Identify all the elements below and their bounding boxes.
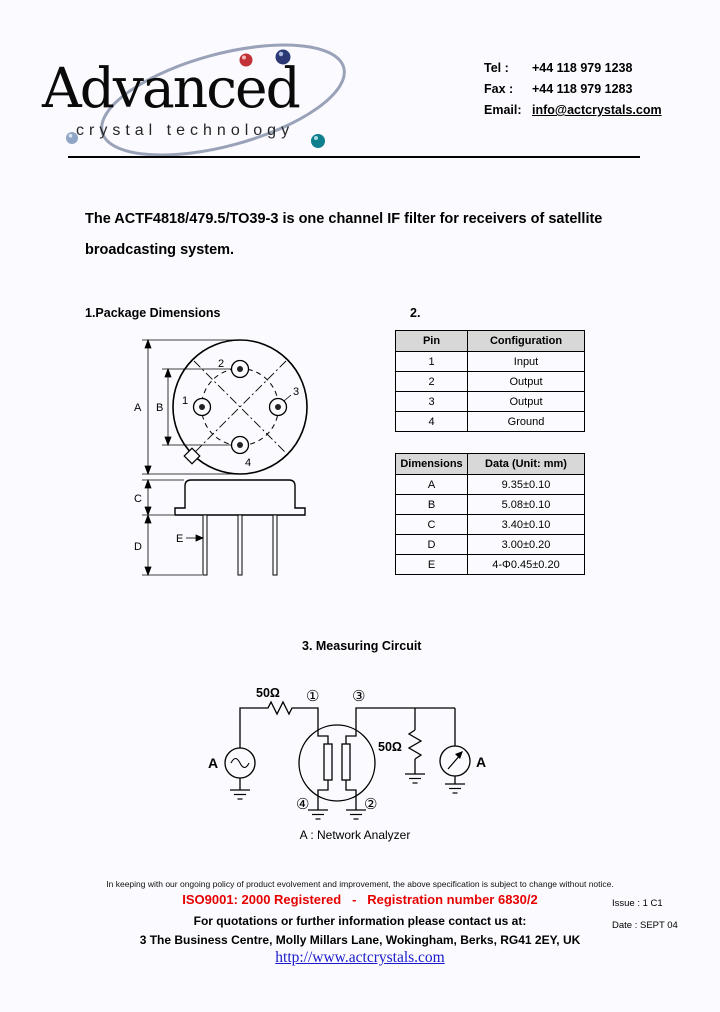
circled-pin-3: ③	[352, 688, 366, 705]
address-line: 3 The Business Centre, Molly Millars Lane, Wokingham, Berks, RG41 2EY, UK	[139, 933, 581, 947]
pin2-number-label: 2	[218, 358, 225, 370]
meter-symbol	[440, 746, 470, 776]
table-row	[396, 352, 585, 372]
table-row	[396, 412, 585, 432]
dim-d-label: D	[134, 541, 142, 553]
company-logo-subtitle: crystal technology	[76, 122, 295, 139]
meter-a-label: A	[476, 754, 487, 770]
load-resistor-label: 50Ω	[378, 740, 402, 754]
pin-config-cell: Input	[468, 352, 585, 372]
dim-value-cell: 9.35±0.10	[468, 475, 585, 495]
dim-letter-cell: D	[396, 535, 468, 555]
pin-config-cell: Ground	[468, 412, 585, 432]
package-dimensions-drawing	[118, 325, 358, 590]
header-divider	[68, 156, 640, 158]
tel-label: Tel :	[484, 61, 509, 75]
email-label: Email:	[484, 103, 522, 117]
dim-value-cell: 3.40±0.10	[468, 515, 585, 535]
section-3-title: 3. Measuring Circuit	[302, 639, 422, 653]
source-a-label: A	[208, 755, 219, 771]
dim-letter-cell: A	[396, 475, 468, 495]
section-2-title: 2.	[410, 306, 421, 320]
issue-label: Issue : 1 C1	[612, 898, 663, 909]
tel-line	[484, 58, 662, 79]
company-logo: Advanced	[42, 56, 299, 120]
measuring-circuit-diagram	[200, 678, 500, 828]
table-row	[396, 555, 585, 575]
pin-config-cell: Output	[468, 372, 585, 392]
dim-letter-cell: B	[396, 495, 468, 515]
dim-b-label: B	[156, 402, 164, 414]
table-row	[396, 392, 585, 412]
dim-e-label: E	[176, 533, 184, 545]
dim-value-cell: 4-Φ0.45±0.20	[468, 555, 585, 575]
quote-contact-line: For quotations or further information please contact us at:	[193, 914, 527, 928]
dim-a-label: A	[134, 402, 142, 414]
pin3-number-label: 3	[293, 386, 300, 398]
pin1-number-label: 1	[182, 395, 189, 407]
dim-value-cell: 3.00±0.20	[468, 535, 585, 555]
table-row	[396, 535, 585, 555]
dim-letter-cell: C	[396, 515, 468, 535]
dim-c-label: C	[134, 493, 142, 505]
product-description: The ACTF4818/479.5/TO39-3 is one channel IF filter for receivers of satellite broadcasting system.	[85, 211, 603, 258]
pin-number-cell: 2	[396, 372, 468, 392]
disclaimer-text: In keeping with our ongoing policy of product evolvement and improvement, the above specification is subject to change without notice.	[106, 879, 614, 889]
pin-number-cell: 3	[396, 392, 468, 412]
table-row	[396, 475, 585, 495]
circled-pin-1: ①	[306, 688, 320, 705]
dimensions-data-table	[395, 453, 585, 575]
circuit-caption: A : Network Analyzer	[299, 828, 411, 842]
fax-value: +44 118 979 1283	[532, 82, 633, 96]
pin-number-cell: 4	[396, 412, 468, 432]
signal-source-symbol	[225, 748, 255, 778]
email-link[interactable]: info@actcrystals.com	[532, 103, 662, 117]
package-side-view	[175, 480, 305, 575]
pin-table-header-configuration: Configuration	[468, 331, 585, 352]
circled-pin-2: ②	[364, 796, 378, 813]
series-resistor	[260, 702, 300, 714]
table-row	[396, 515, 585, 535]
pin-number-cell: 1	[396, 352, 468, 372]
fax-line	[484, 79, 662, 100]
dim-table-header-data: Data (Unit: mm)	[468, 454, 585, 475]
pin4-number-label: 4	[245, 457, 252, 469]
pin-configuration-table	[395, 330, 585, 432]
package-tab	[184, 448, 200, 464]
email-line	[484, 100, 662, 121]
section-1-title: 1.Package Dimensions	[85, 306, 221, 320]
website-link[interactable]: http://www.actcrystals.com	[275, 949, 445, 966]
fax-label: Fax :	[484, 82, 514, 96]
iso-registration-line: ISO9001: 2000 Registered - Registration number 6830/2	[182, 892, 538, 907]
circled-pin-4: ④	[296, 796, 310, 813]
contact-block	[484, 58, 662, 121]
table-row	[396, 372, 585, 392]
dim-letter-cell: E	[396, 555, 468, 575]
series-resistor-label: 50Ω	[256, 686, 280, 700]
dut-filter-symbol	[299, 725, 375, 801]
date-label: Date : SEPT 04	[612, 920, 678, 931]
package-top-view	[173, 340, 307, 474]
ground-symbols	[230, 774, 465, 819]
tel-value: +44 118 979 1238	[532, 61, 633, 75]
dim-table-header-dimensions: Dimensions	[396, 454, 468, 475]
pin-config-cell: Output	[468, 392, 585, 412]
dim-value-cell: 5.08±0.10	[468, 495, 585, 515]
load-resistor	[409, 730, 421, 759]
table-row	[396, 495, 585, 515]
pin-table-header-pin: Pin	[396, 331, 468, 352]
